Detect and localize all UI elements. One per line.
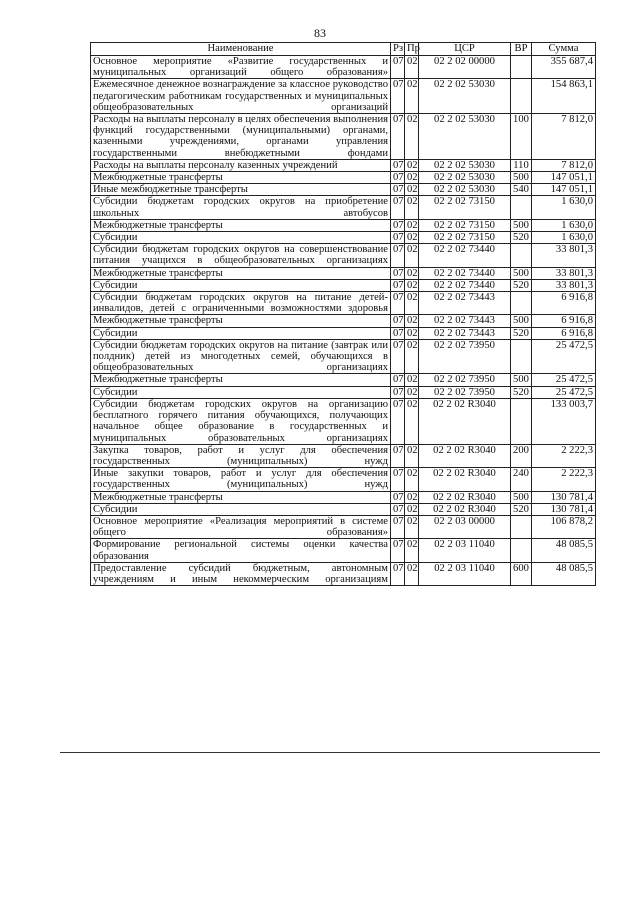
row-csr: 02 2 02 R3040: [419, 491, 511, 503]
row-pr: 02: [405, 196, 419, 219]
row-vr: 500: [511, 315, 532, 327]
row-csr: 02 2 02 73950: [419, 339, 511, 374]
row-rz: 07: [391, 468, 405, 491]
row-sum: 33 801,3: [532, 279, 596, 291]
row-pr: 02: [405, 491, 419, 503]
table-body: [91, 56, 596, 586]
row-vr: 520: [511, 503, 532, 515]
row-name: Предоставление субсидий бюджетным, автономным учреждениям и иным некоммерческим организациям: [91, 562, 391, 585]
table-row: [91, 267, 596, 279]
row-vr: 520: [511, 386, 532, 398]
row-sum: 48 085,5: [532, 562, 596, 585]
header-rz: Рз: [391, 43, 405, 56]
row-pr: 02: [405, 539, 419, 562]
row-pr: 02: [405, 327, 419, 339]
row-sum: 48 085,5: [532, 539, 596, 562]
header-name: Наименование: [91, 43, 391, 56]
row-sum: 25 472,5: [532, 339, 596, 374]
row-name: Закупка товаров, работ и услуг для обеспечения государственных (муниципальных) нужд: [91, 444, 391, 467]
row-vr: [511, 515, 532, 538]
row-vr: 520: [511, 279, 532, 291]
table-row: [91, 491, 596, 503]
table-row: [91, 292, 596, 315]
row-rz: 07: [391, 279, 405, 291]
row-csr: 02 2 02 73440: [419, 279, 511, 291]
row-name: Формирование региональной системы оценки качества образования: [91, 539, 391, 562]
row-csr: 02 2 02 73440: [419, 267, 511, 279]
row-name: Расходы на выплаты персоналу в целях обеспечения выполнения функций государственными (муниципальными) органами, казенными учреждениями, органами управления государственными внебюджетными фондами: [91, 114, 391, 160]
row-rz: 07: [391, 398, 405, 444]
row-rz: 07: [391, 244, 405, 267]
row-pr: 02: [405, 386, 419, 398]
row-sum: 106 878,2: [532, 515, 596, 538]
row-name: Субсидии бюджетам городских округов на питание детей-инвалидов, детей с ограниченными возможностями здоровья: [91, 292, 391, 315]
row-vr: 500: [511, 172, 532, 184]
row-pr: 02: [405, 562, 419, 585]
table-row: [91, 562, 596, 585]
table-row: [91, 184, 596, 196]
row-rz: 07: [391, 114, 405, 160]
row-csr: 02 2 02 53030: [419, 172, 511, 184]
row-csr: 02 2 02 73443: [419, 292, 511, 315]
table-row: [91, 398, 596, 444]
row-csr: 02 2 02 R3040: [419, 398, 511, 444]
row-csr: 02 2 02 73150: [419, 196, 511, 219]
row-name: Межбюджетные трансферты: [91, 172, 391, 184]
row-pr: 02: [405, 232, 419, 244]
row-rz: 07: [391, 327, 405, 339]
row-sum: 1 630,0: [532, 196, 596, 219]
row-rz: 07: [391, 159, 405, 171]
page-number: 83: [314, 26, 326, 40]
row-csr: 02 2 03 00000: [419, 515, 511, 538]
row-sum: 6 916,8: [532, 315, 596, 327]
row-csr: 02 2 02 73443: [419, 315, 511, 327]
row-sum: 2 222,3: [532, 444, 596, 467]
header-sum: Сумма: [532, 43, 596, 56]
row-pr: 02: [405, 398, 419, 444]
row-sum: 147 051,1: [532, 172, 596, 184]
row-csr: 02 2 02 53030: [419, 159, 511, 171]
row-sum: 130 781,4: [532, 491, 596, 503]
row-rz: 07: [391, 491, 405, 503]
row-name: Межбюджетные трансферты: [91, 219, 391, 231]
row-rz: 07: [391, 292, 405, 315]
table-row: [91, 279, 596, 291]
row-pr: 02: [405, 374, 419, 386]
row-vr: 540: [511, 184, 532, 196]
row-csr: 02 2 02 73150: [419, 219, 511, 231]
row-rz: 07: [391, 386, 405, 398]
row-csr: 02 2 02 73440: [419, 244, 511, 267]
footer-divider: [60, 752, 600, 753]
row-name: Субсидии бюджетам городских округов на питание (завтрак или полдник) детей из многодетных семей, обучающихся в общеобразовательных организациях: [91, 339, 391, 374]
row-vr: [511, 398, 532, 444]
row-vr: [511, 56, 532, 79]
row-sum: 2 222,3: [532, 468, 596, 491]
row-csr: 02 2 03 11040: [419, 562, 511, 585]
row-vr: 500: [511, 374, 532, 386]
row-name: Межбюджетные трансферты: [91, 267, 391, 279]
row-sum: 6 916,8: [532, 327, 596, 339]
row-pr: 02: [405, 244, 419, 267]
row-name: Иные закупки товаров, работ и услуг для обеспечения государственных (муниципальных) нужд: [91, 468, 391, 491]
row-pr: 02: [405, 114, 419, 160]
table-row: [91, 444, 596, 467]
row-pr: 02: [405, 315, 419, 327]
row-pr: 02: [405, 184, 419, 196]
row-name: Ежемесячное денежное вознаграждение за классное руководство педагогическим работникам государственных и муниципальных общеобразовательных организаций: [91, 79, 391, 114]
row-name: Основное мероприятие «Развитие государственных и муниципальных организаций общего образования»: [91, 56, 391, 79]
header-pr: Пр: [405, 43, 419, 56]
row-csr: 02 2 02 R3040: [419, 444, 511, 467]
row-pr: 02: [405, 292, 419, 315]
row-sum: 7 812,0: [532, 159, 596, 171]
row-vr: 500: [511, 219, 532, 231]
table-header: [91, 43, 596, 56]
header-vr: ВР: [511, 43, 532, 56]
row-pr: 02: [405, 339, 419, 374]
row-rz: 07: [391, 315, 405, 327]
row-vr: 200: [511, 444, 532, 467]
row-rz: 07: [391, 56, 405, 79]
row-sum: 25 472,5: [532, 386, 596, 398]
table-row: [91, 515, 596, 538]
row-rz: 07: [391, 184, 405, 196]
row-name: Субсидии: [91, 386, 391, 398]
row-name: Субсидии: [91, 327, 391, 339]
row-sum: 154 863,1: [532, 79, 596, 114]
row-name: Межбюджетные трансферты: [91, 491, 391, 503]
table-row: [91, 159, 596, 171]
row-csr: 02 2 03 11040: [419, 539, 511, 562]
row-rz: 07: [391, 515, 405, 538]
row-pr: 02: [405, 56, 419, 79]
table-row: [91, 232, 596, 244]
row-vr: [511, 539, 532, 562]
table-row: [91, 79, 596, 114]
header-row: [91, 43, 596, 56]
row-sum: 6 916,8: [532, 292, 596, 315]
row-vr: 520: [511, 327, 532, 339]
row-sum: 130 781,4: [532, 503, 596, 515]
row-vr: 240: [511, 468, 532, 491]
row-name: Расходы на выплаты персоналу казенных учреждений: [91, 159, 391, 171]
row-name: Субсидии: [91, 503, 391, 515]
row-vr: [511, 292, 532, 315]
row-vr: 100: [511, 114, 532, 160]
row-rz: 07: [391, 232, 405, 244]
row-name: Межбюджетные трансферты: [91, 315, 391, 327]
row-rz: 07: [391, 267, 405, 279]
row-pr: 02: [405, 79, 419, 114]
row-pr: 02: [405, 279, 419, 291]
table-row: [91, 114, 596, 160]
row-rz: 07: [391, 339, 405, 374]
row-csr: 02 2 02 R3040: [419, 503, 511, 515]
table-row: [91, 339, 596, 374]
table-row: [91, 503, 596, 515]
budget-table: [90, 42, 596, 586]
row-rz: 07: [391, 219, 405, 231]
row-pr: 02: [405, 172, 419, 184]
row-name: Основное мероприятие «Реализация мероприятий в системе общего образования»: [91, 515, 391, 538]
row-vr: 500: [511, 491, 532, 503]
row-vr: [511, 79, 532, 114]
row-sum: 147 051,1: [532, 184, 596, 196]
row-sum: 133 003,7: [532, 398, 596, 444]
row-rz: 07: [391, 562, 405, 585]
row-rz: 07: [391, 172, 405, 184]
row-name: Иные межбюджетные трансферты: [91, 184, 391, 196]
row-csr: 02 2 02 53030: [419, 79, 511, 114]
row-sum: 1 630,0: [532, 219, 596, 231]
row-vr: 500: [511, 267, 532, 279]
table-row: [91, 374, 596, 386]
row-rz: 07: [391, 444, 405, 467]
table-row: [91, 244, 596, 267]
row-csr: 02 2 02 R3040: [419, 468, 511, 491]
row-csr: 02 2 02 73443: [419, 327, 511, 339]
row-name: Субсидии бюджетам городских округов на совершенствование питания учащихся в общеобразовательных организациях: [91, 244, 391, 267]
table-row: [91, 327, 596, 339]
table-row: [91, 386, 596, 398]
row-name: Субсидии: [91, 279, 391, 291]
row-csr: 02 2 02 73950: [419, 374, 511, 386]
row-rz: 07: [391, 503, 405, 515]
row-pr: 02: [405, 468, 419, 491]
table-row: [91, 56, 596, 79]
row-sum: 1 630,0: [532, 232, 596, 244]
row-csr: 02 2 02 00000: [419, 56, 511, 79]
row-pr: 02: [405, 444, 419, 467]
table-row: [91, 315, 596, 327]
row-rz: 07: [391, 374, 405, 386]
table-row: [91, 172, 596, 184]
row-pr: 02: [405, 515, 419, 538]
row-csr: 02 2 02 73950: [419, 386, 511, 398]
row-sum: 25 472,5: [532, 374, 596, 386]
table-row: [91, 468, 596, 491]
row-pr: 02: [405, 503, 419, 515]
row-sum: 7 812,0: [532, 114, 596, 160]
row-sum: 355 687,4: [532, 56, 596, 79]
row-name: Субсидии бюджетам городских округов на организацию бесплатного горячего питания обучающихся, получающих начальное общее образование в государственных и муниципальных образовательных организациях: [91, 398, 391, 444]
row-rz: 07: [391, 79, 405, 114]
row-vr: [511, 244, 532, 267]
table-row: [91, 219, 596, 231]
table-row: [91, 196, 596, 219]
row-pr: 02: [405, 219, 419, 231]
row-rz: 07: [391, 539, 405, 562]
row-csr: 02 2 02 53030: [419, 114, 511, 160]
row-vr: 110: [511, 159, 532, 171]
row-vr: [511, 196, 532, 219]
row-vr: 520: [511, 232, 532, 244]
row-pr: 02: [405, 159, 419, 171]
row-name: Межбюджетные трансферты: [91, 374, 391, 386]
row-csr: 02 2 02 73150: [419, 232, 511, 244]
row-name: Субсидии: [91, 232, 391, 244]
row-vr: 600: [511, 562, 532, 585]
table-row: [91, 539, 596, 562]
row-name: Субсидии бюджетам городских округов на приобретение школьных автобусов: [91, 196, 391, 219]
row-pr: 02: [405, 267, 419, 279]
row-sum: 33 801,3: [532, 244, 596, 267]
row-csr: 02 2 02 53030: [419, 184, 511, 196]
row-vr: [511, 339, 532, 374]
header-csr: ЦСР: [419, 43, 511, 56]
row-rz: 07: [391, 196, 405, 219]
row-sum: 33 801,3: [532, 267, 596, 279]
